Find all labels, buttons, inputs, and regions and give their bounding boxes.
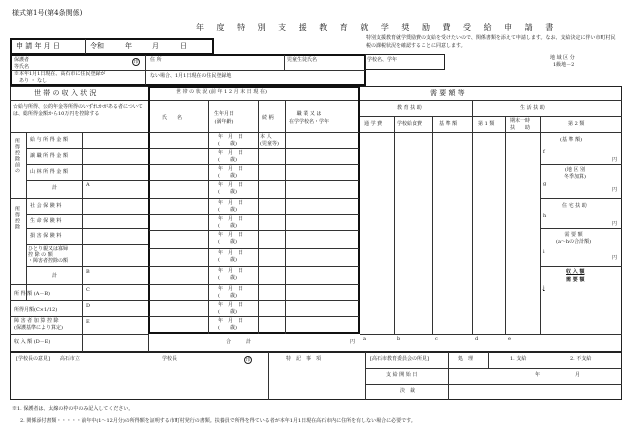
child-name-label: 児童生徒氏名 (287, 57, 318, 63)
income-amount-ratio-top: 収 入 額 (566, 269, 585, 275)
start-year: 年 (535, 372, 541, 378)
option-approve[interactable]: 1. 支給 (510, 356, 527, 362)
row-damage-insurance: 損 害 保 険 料 (30, 233, 62, 239)
housing-aid: 住 宅 扶 助 (562, 203, 587, 209)
letter-e: E (86, 319, 90, 325)
subtotal-a-label: 計 (52, 185, 58, 191)
letter-b: B (86, 269, 90, 275)
household-row-11[interactable]: 年 月 日 ( 歳) (218, 302, 244, 315)
household-row-7[interactable]: 年 月 日 ( 歳) (218, 232, 244, 245)
principal-opinion: [学校長の意見] 高石市立 (16, 356, 80, 362)
start-month: 月 (575, 372, 581, 378)
letter-a: A (86, 182, 90, 188)
income-amount-label: 所 得 額 (A－B) (14, 291, 50, 297)
letter-j: j (543, 285, 545, 291)
required-amount-ratio-bottom: 需 要 額 (566, 277, 585, 283)
letter-a-bottom: a (363, 336, 366, 342)
letter-c: C (86, 287, 90, 293)
living-title: 生 活 扶 助 (520, 105, 545, 111)
yen-i: 円 (612, 255, 618, 261)
footnote-2: 2. 関係添付書類・・・・・前年中(1〜12月分)の所得額を証明する市町村発行の書類。扶養員で所得を得ている者が本年1月1日現在高石市内に住所を有しない場合に必要です。 (20, 418, 416, 424)
era-label: 令和 (90, 42, 104, 50)
household-row-8[interactable]: 年 月 日 ( 歳) (218, 250, 244, 263)
col-class-2: 第 2 類 (568, 121, 585, 127)
household-row-9[interactable]: 年 月 日 ( 歳) (218, 268, 244, 281)
household-row-10[interactable]: 年 月 日 ( 歳) (218, 286, 244, 299)
row-single-parent-deduction: ひとり親又は寡婦 控 除 の 額 ・障害者控除の額 (28, 246, 69, 264)
household-row-3[interactable]: 年 月 日 ( 歳) (218, 166, 244, 179)
letter-f: f (543, 149, 545, 155)
school-grade-field[interactable] (365, 54, 445, 70)
self-relation: 本 人 (児童等) (260, 134, 279, 147)
yen-f: 円 (612, 157, 618, 163)
yen-h: 円 (612, 221, 618, 227)
letter-d-bottom: d (475, 336, 479, 342)
household-row-5[interactable]: 年 月 日 ( 歳) (218, 200, 244, 213)
decision-label: 決 裁 (400, 388, 416, 394)
income-note: ☆給与所得、公的年金等所得のいずれかがある者については、総所得金額から10万円を控除する (13, 104, 143, 117)
letter-g: g (543, 181, 547, 187)
special-notes-label: 特 記 事 項 (286, 356, 322, 362)
subtotal-b-label: 計 (52, 273, 58, 279)
household-row-2[interactable]: 年 月 日 ( 歳) (218, 150, 244, 163)
yen-g: 円 (612, 187, 618, 193)
household-section-title: 世 帯 の 状 況 (前 年 1 2 月 末 日 現 在) (176, 89, 267, 95)
monthly-income-label: 所得月額(C×1/12) (14, 307, 58, 313)
form-number: 様式第1号(第4条関係) (12, 9, 83, 17)
education-title: 教 育 扶 助 (397, 105, 422, 111)
residence-question[interactable]: ※本年1月1日現在、高石市に住民登録が あり ・ なし (14, 71, 106, 84)
col-commute: 通 学 費 (364, 121, 383, 127)
row-forest-income: 山 林 所 得 金 額 (30, 169, 68, 175)
form-title: 年 度 特 別 支 援 教 育 就 学 奨 励 費 受 給 申 請 書 (196, 23, 559, 32)
application-date-label: 申 請 年 月 日 (16, 42, 60, 50)
total-income-label: 収 入 額 (D－E) (14, 339, 51, 345)
row-transfer-income: 譲 職 所 得 金 額 (30, 153, 68, 159)
col-standard-amount: 基 準 額 (439, 121, 458, 127)
row-salary-income: 給 与 所 得 金 額 (30, 137, 68, 143)
group-deduction: 所得控除 (14, 206, 20, 230)
household-row-4[interactable]: 年 月 日 ( 歳) (218, 182, 244, 195)
start-month-label: 支 給 開 始 日 (386, 372, 418, 378)
disability-addition-label: 障 害 者 加 算 控 除 (保護基準により算定) (14, 318, 63, 331)
letter-i: i (543, 249, 545, 255)
residence-note: ない場合、1月1日現在の住民登録地 (150, 73, 232, 79)
principal-label: 学校長 (162, 356, 178, 362)
region-value: 1級地－2 (553, 62, 575, 68)
letter-d: D (86, 303, 91, 309)
address-label: 住 所 (150, 57, 162, 63)
guardian-label: 保護者 等氏名 (14, 57, 30, 70)
regional-winter: (地 区 別 冬季加算) (564, 167, 586, 180)
required-total: 需 要 額 (a〜hの合計額) (556, 232, 592, 245)
col-year-end: 期末一時 扶 助 (510, 118, 531, 131)
option-reject[interactable]: 2. 不支給 (570, 356, 592, 362)
col-birth: 生年月日 (満年齢) (214, 111, 235, 125)
processing-label: 処 理 (458, 356, 474, 362)
col-name: 氏 名 (162, 115, 183, 121)
month-label: 月 (152, 42, 159, 50)
col-class-1: 第 1 類 (478, 121, 495, 127)
col-school-lunch: 学校給食費 (397, 121, 423, 127)
group-before-deduction: 所得控除前の (14, 138, 20, 174)
consent-text: 特別支援教育就学奨励費の支給を受けたいので、関係書類を添えて申請します。なお、支給決定に伴い市町村民税の課税状況を確認することに同意します。 (366, 35, 616, 49)
region-label: 地 域 区 分 (550, 55, 575, 61)
day-label: 日 (180, 42, 187, 50)
household-total-label: 合 計 (226, 339, 252, 345)
col-relation: 続 柄 (262, 115, 274, 121)
letter-b-bottom: b (397, 336, 401, 342)
row-social-insurance: 社 会 保 険 料 (30, 203, 62, 209)
seal-mark-principal: 印 (245, 357, 251, 363)
letter-c-bottom: c (435, 336, 438, 342)
household-row-6[interactable]: 年 月 日 ( 歳) (218, 216, 244, 229)
school-grade-label: 学校名、学年 (367, 57, 398, 63)
year-label: 年 (125, 42, 132, 50)
basic-amount: (基 準 額) (560, 137, 583, 143)
footnote-1: ※1. 保護者は、太線の枠の中のみ記入してください。 (12, 406, 134, 412)
row-life-insurance: 生 命 保 険 料 (30, 218, 62, 224)
household-total-yen: 円 (350, 339, 356, 345)
income-section-title: 世 帯 の 収 入 状 況 (34, 89, 97, 97)
seal-mark-guardian: 印 (133, 59, 139, 65)
letter-h: h (543, 213, 547, 219)
household-row-12[interactable]: 年 月 日 ( 歳) (218, 318, 244, 331)
col-occupation: 職 業 又 は 在学学校名・学年 (289, 111, 330, 125)
needs-section-title: 需 要 額 等 (430, 89, 465, 97)
board-opinion-label: [高石市教育委員会の所見] (370, 356, 429, 362)
household-row-1[interactable]: 年 月 日 ( 歳) (218, 134, 244, 147)
letter-e-bottom: e (508, 336, 511, 342)
